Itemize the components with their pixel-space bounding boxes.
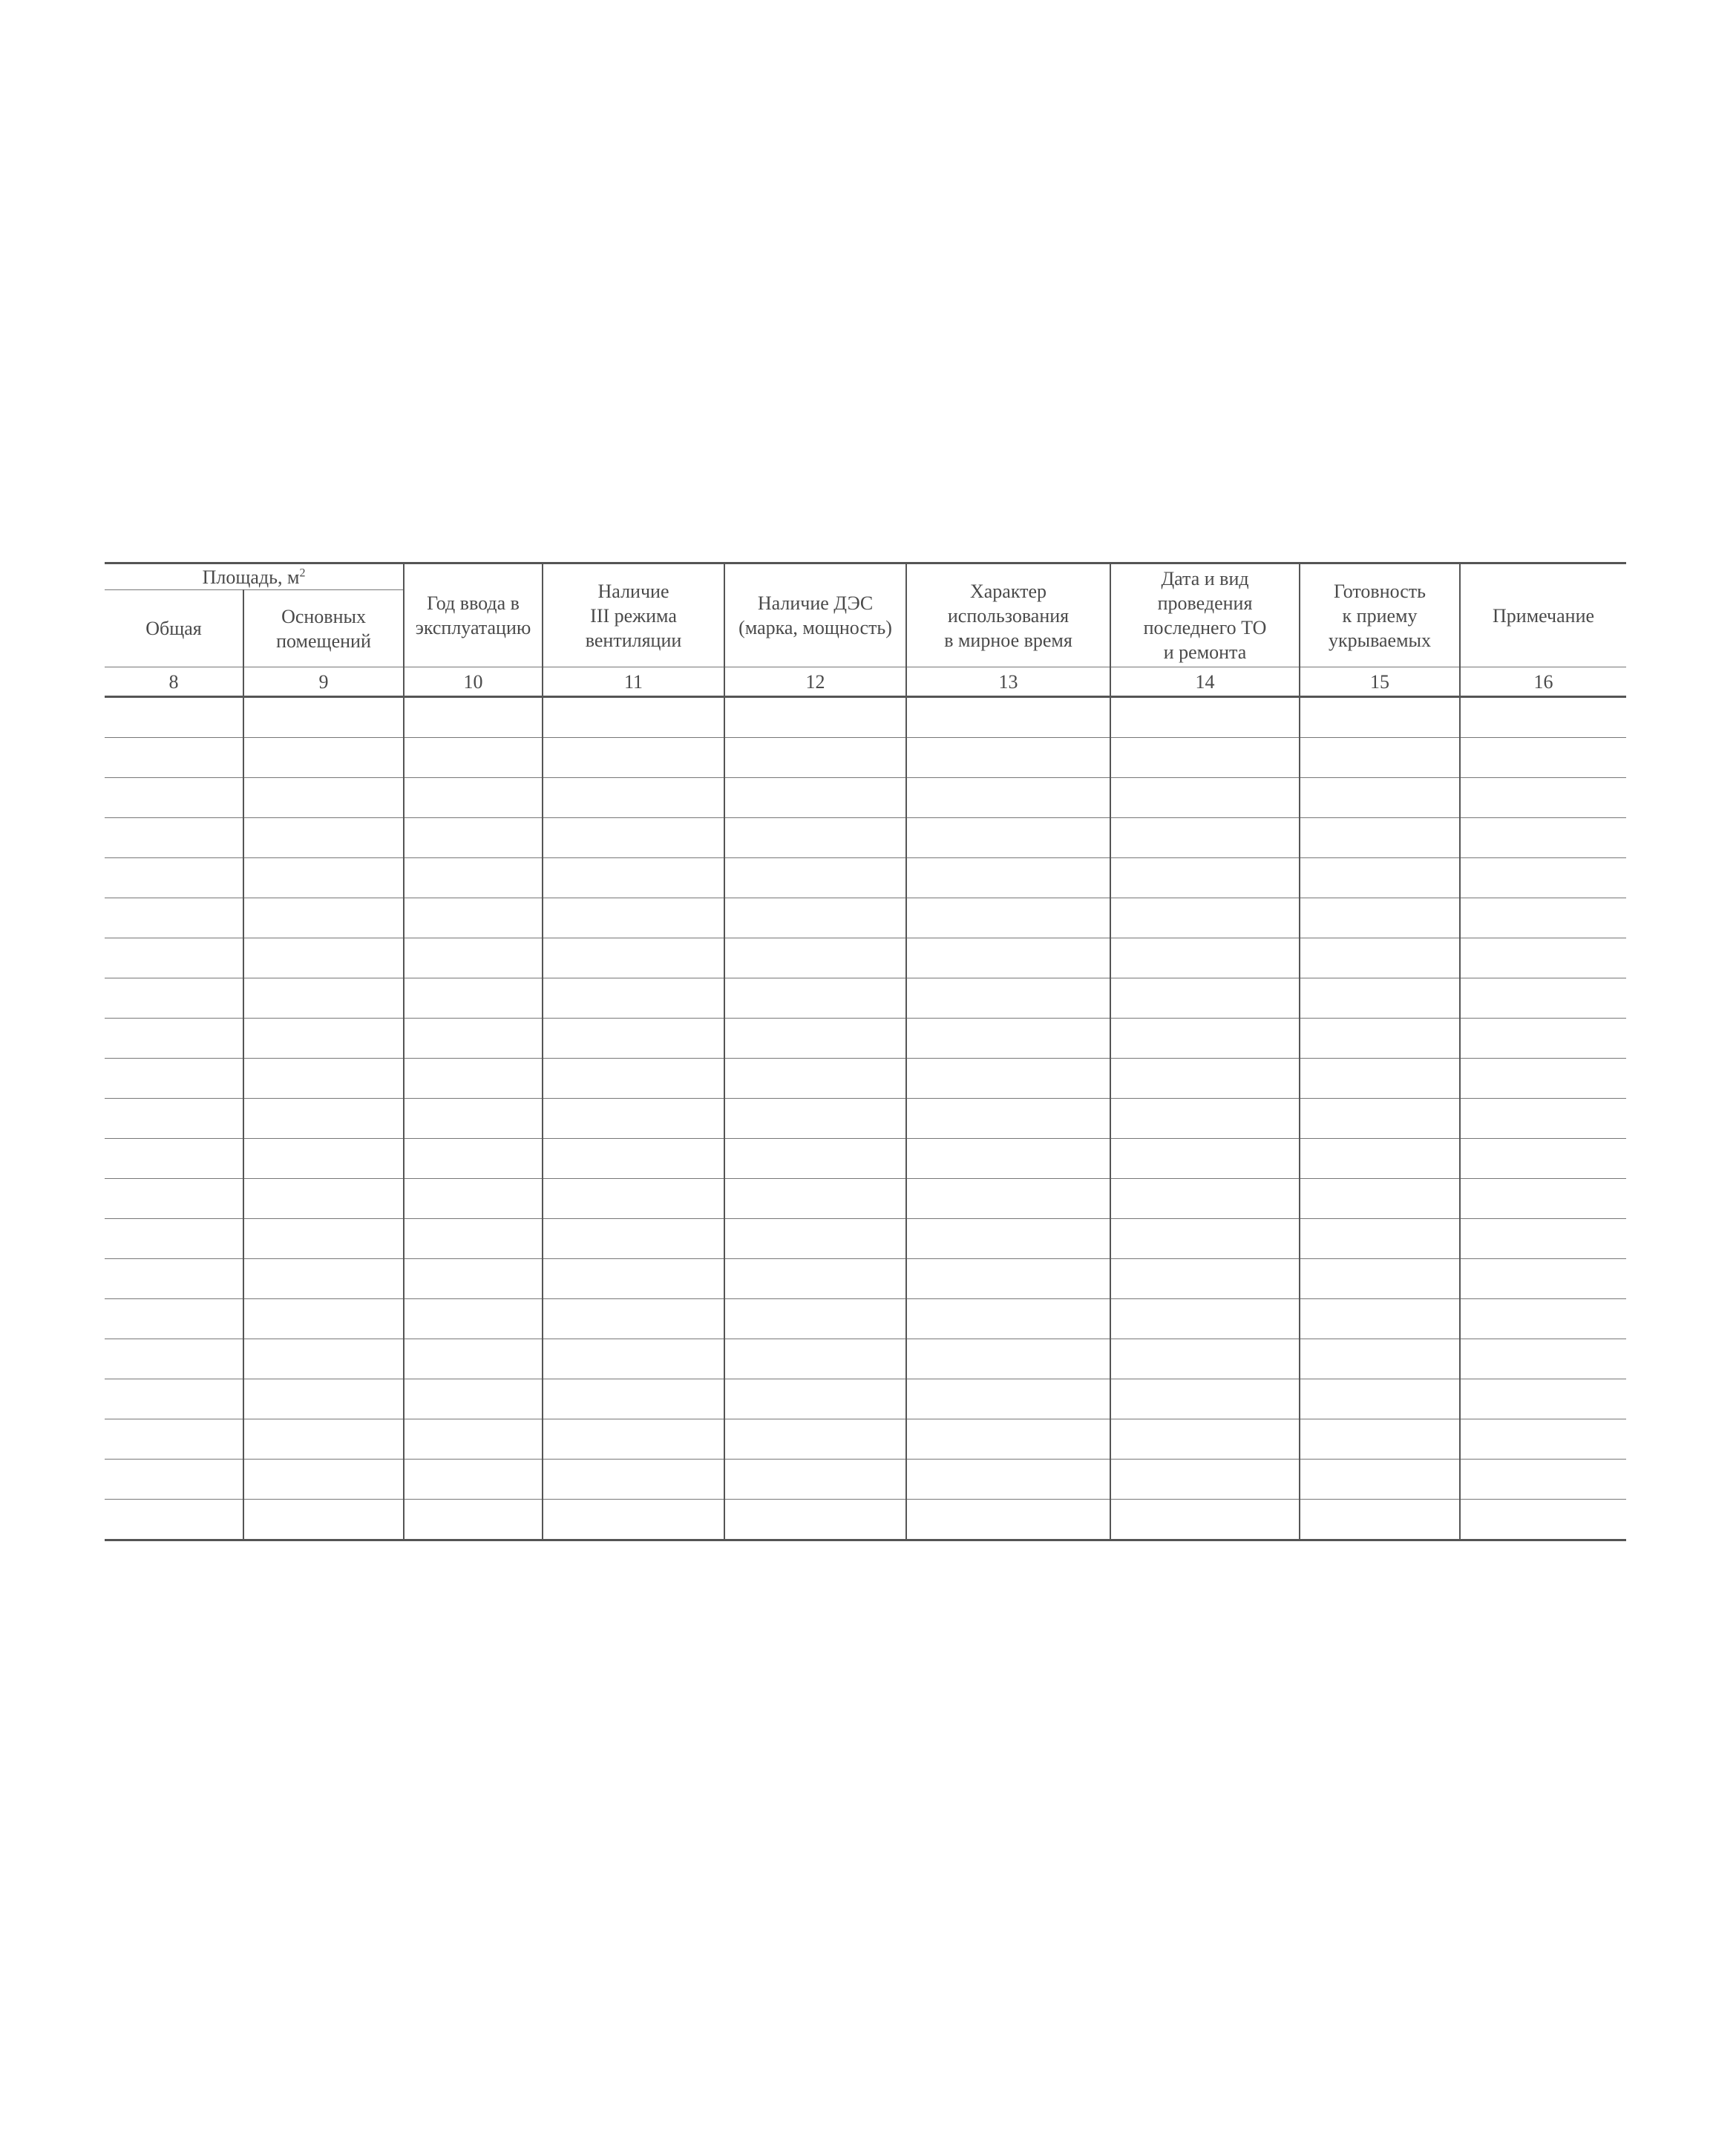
table-cell [543, 1460, 724, 1500]
table-cell [543, 858, 724, 898]
table-cell [243, 1419, 404, 1460]
header-ventilation-mode-label: Наличие III режима вентиляции [585, 580, 682, 651]
table-cell [404, 1379, 543, 1419]
table-row [105, 1299, 1626, 1339]
table-cell [1110, 1099, 1300, 1139]
table-cell [243, 1059, 404, 1099]
table-cell [1460, 1059, 1626, 1099]
table-cell [243, 1179, 404, 1219]
table-row [105, 818, 1626, 858]
table-cell [1460, 1019, 1626, 1059]
table-cell [404, 1339, 543, 1379]
table-cell [1460, 898, 1626, 938]
table-cell [724, 1019, 906, 1059]
table-cell [1300, 1099, 1460, 1139]
table-cell [1460, 1299, 1626, 1339]
table-cell [724, 1419, 906, 1460]
table-cell [906, 938, 1110, 978]
table-cell [1300, 1339, 1460, 1379]
header-commission-year [404, 563, 543, 667]
table-cell [1110, 1379, 1300, 1419]
table-cell [105, 1259, 243, 1299]
table-cell [1110, 1139, 1300, 1179]
table-cell [1300, 978, 1460, 1019]
table-cell [543, 697, 724, 738]
table-cell [1460, 1339, 1626, 1379]
table-cell [906, 1019, 1110, 1059]
table-row [105, 1099, 1626, 1139]
table-cell [1300, 1500, 1460, 1540]
table-cell [404, 978, 543, 1019]
table-cell [1300, 1179, 1460, 1219]
table-cell [1110, 1019, 1300, 1059]
table-cell [105, 1419, 243, 1460]
table-cell [1110, 1219, 1300, 1259]
table-cell [543, 778, 724, 818]
table-cell [906, 818, 1110, 858]
table-cell [906, 1299, 1110, 1339]
table-row [105, 1219, 1626, 1259]
header-commission-year-label: Год ввода в эксплуатацию [415, 592, 531, 638]
header-peacetime-use-label: Характер использования в мирное время [944, 580, 1072, 651]
table-cell [906, 1500, 1110, 1540]
table-cell [105, 1019, 243, 1059]
table-cell [1300, 697, 1460, 738]
table-cell [724, 1179, 906, 1219]
header-area-total-label: Общая [145, 618, 202, 639]
table-cell [105, 1219, 243, 1259]
table-cell [404, 938, 543, 978]
table-cell [1460, 1139, 1626, 1179]
table-cell [543, 938, 724, 978]
table-cell [243, 1500, 404, 1540]
table-cell [1460, 978, 1626, 1019]
table-cell [404, 1419, 543, 1460]
table-cell [1300, 898, 1460, 938]
table-cell [1300, 818, 1460, 858]
column-number-row [105, 667, 1626, 697]
table-row [105, 1460, 1626, 1500]
table-cell [724, 1460, 906, 1500]
table-cell [1110, 778, 1300, 818]
header-readiness [1300, 563, 1460, 667]
table-cell [906, 1059, 1110, 1099]
table-cell [1110, 938, 1300, 978]
table-cell [906, 778, 1110, 818]
table-row [105, 1379, 1626, 1419]
table-row [105, 898, 1626, 938]
table-cell [105, 778, 243, 818]
table-cell [1110, 1500, 1300, 1540]
table-cell [724, 1500, 906, 1540]
table-cell [1110, 858, 1300, 898]
blank-rows [105, 697, 1626, 1540]
header-last-maintenance [1110, 563, 1300, 667]
table-cell [404, 1139, 543, 1179]
table-cell [724, 778, 906, 818]
table-cell [1300, 738, 1460, 778]
table-cell [243, 858, 404, 898]
table-cell [1460, 818, 1626, 858]
table-cell [1110, 1419, 1300, 1460]
table-cell [906, 858, 1110, 898]
table-row [105, 858, 1626, 898]
header-notes [1460, 563, 1626, 667]
header-last-maintenance-label: Дата и вид проведения последнего ТО и ремонта [1143, 568, 1267, 663]
column-number: 8 [105, 667, 243, 697]
table-cell [1300, 778, 1460, 818]
table-cell [1110, 1339, 1300, 1379]
table-cell [543, 1139, 724, 1179]
table-cell [243, 738, 404, 778]
table-cell [1460, 1460, 1626, 1500]
header-area-total [105, 590, 243, 667]
shelter-register-table [105, 562, 1626, 1541]
table-cell [724, 898, 906, 938]
table-cell [243, 818, 404, 858]
table-row [105, 978, 1626, 1019]
header-readiness-label: Готовность к приему укрываемых [1328, 580, 1432, 651]
table-cell [906, 1259, 1110, 1299]
table-cell [906, 978, 1110, 1019]
column-number: 16 [1460, 667, 1626, 697]
table-cell [105, 738, 243, 778]
table-cell [404, 697, 543, 738]
table-cell [724, 818, 906, 858]
table-cell [1110, 978, 1300, 1019]
table-cell [1300, 1419, 1460, 1460]
table-cell [1300, 1019, 1460, 1059]
table-cell [543, 1339, 724, 1379]
table-cell [243, 1019, 404, 1059]
column-number: 14 [1110, 667, 1300, 697]
column-number: 12 [724, 667, 906, 697]
table-cell [105, 1179, 243, 1219]
table-cell [243, 1259, 404, 1299]
table-cell [543, 1379, 724, 1419]
table-cell [243, 898, 404, 938]
header-row-1 [105, 563, 1626, 590]
table-cell [906, 1419, 1110, 1460]
table-cell [1460, 1179, 1626, 1219]
table-cell [724, 1299, 906, 1339]
table-cell [243, 778, 404, 818]
header-notes-label: Примечание [1493, 604, 1595, 627]
table-cell [724, 1059, 906, 1099]
table-cell [404, 1059, 543, 1099]
table-cell [724, 938, 906, 978]
table-cell [243, 1339, 404, 1379]
area-group-label: Площадь, м [202, 566, 300, 588]
table-row [105, 1500, 1626, 1540]
table-cell [105, 1500, 243, 1540]
table-cell [1300, 938, 1460, 978]
table-cell [906, 1460, 1110, 1500]
table-cell [906, 1219, 1110, 1259]
table-cell [105, 938, 243, 978]
table-cell [243, 697, 404, 738]
table-cell [724, 1139, 906, 1179]
table-cell [906, 898, 1110, 938]
table-cell [543, 738, 724, 778]
table-cell [105, 1139, 243, 1179]
header-peacetime-use [906, 563, 1110, 667]
table-cell [1300, 1059, 1460, 1099]
table-cell [1460, 1259, 1626, 1299]
table-cell [1460, 1500, 1626, 1540]
table-row [105, 1339, 1626, 1379]
table-cell [404, 1299, 543, 1339]
column-number: 13 [906, 667, 1110, 697]
table-cell [404, 1219, 543, 1259]
table-cell [404, 1099, 543, 1139]
table-cell [1300, 1259, 1460, 1299]
area-unit-superscript: 2 [299, 566, 306, 579]
table-cell [243, 1379, 404, 1419]
table-cell [543, 1099, 724, 1139]
table-cell [1460, 858, 1626, 898]
table-cell [243, 978, 404, 1019]
table-cell [1300, 1299, 1460, 1339]
table-cell [243, 1460, 404, 1500]
table-cell [404, 1259, 543, 1299]
table-cell [543, 1299, 724, 1339]
table-cell [105, 1379, 243, 1419]
table-cell [1460, 1219, 1626, 1259]
table-cell [543, 1179, 724, 1219]
table-row [105, 1179, 1626, 1219]
table-row [105, 1259, 1626, 1299]
table-cell [1460, 1099, 1626, 1139]
table-cell [404, 858, 543, 898]
header-diesel-station-label: Наличие ДЭС (марка, мощность) [738, 592, 892, 638]
table-cell [1460, 697, 1626, 738]
table-cell [1460, 938, 1626, 978]
table-cell [724, 1339, 906, 1379]
column-number: 9 [243, 667, 404, 697]
table-cell [543, 978, 724, 1019]
column-number: 11 [543, 667, 724, 697]
table-cell [1110, 898, 1300, 938]
table-cell [243, 1099, 404, 1139]
table-cell [724, 1219, 906, 1259]
table-row [105, 1419, 1626, 1460]
table-cell [105, 1339, 243, 1379]
table-cell [404, 1500, 543, 1540]
table-cell [105, 1299, 243, 1339]
table-cell [543, 1019, 724, 1059]
table-cell [105, 1460, 243, 1500]
table-cell [1110, 1259, 1300, 1299]
table-cell [404, 1460, 543, 1500]
table-cell [1460, 1419, 1626, 1460]
table-cell [105, 898, 243, 938]
table-cell [1110, 1179, 1300, 1219]
table-cell [543, 818, 724, 858]
table-cell [105, 858, 243, 898]
table-cell [906, 1099, 1110, 1139]
table-cell [724, 978, 906, 1019]
table-cell [1110, 738, 1300, 778]
table-cell [1300, 1460, 1460, 1500]
table-cell [1300, 1139, 1460, 1179]
table-cell [404, 898, 543, 938]
column-number: 10 [404, 667, 543, 697]
table-cell [543, 1259, 724, 1299]
table-cell [1110, 697, 1300, 738]
table-cell [243, 1299, 404, 1339]
table-cell [543, 1219, 724, 1259]
table-cell [906, 697, 1110, 738]
table-cell [105, 978, 243, 1019]
table-cell [1110, 1059, 1300, 1099]
table-row [105, 1059, 1626, 1099]
table-cell [404, 818, 543, 858]
table-cell [906, 1379, 1110, 1419]
table-cell [724, 1379, 906, 1419]
table-cell [543, 1059, 724, 1099]
table-cell [404, 1179, 543, 1219]
table-cell [1460, 1379, 1626, 1419]
table-row [105, 1139, 1626, 1179]
table-cell [724, 1099, 906, 1139]
table-cell [1300, 1379, 1460, 1419]
area-group-header [105, 563, 404, 590]
table-cell [543, 1419, 724, 1460]
table-cell [1110, 818, 1300, 858]
table-cell [724, 738, 906, 778]
table-cell [404, 738, 543, 778]
table-cell [1110, 1460, 1300, 1500]
table-cell [243, 1219, 404, 1259]
table-cell [543, 898, 724, 938]
table-cell [906, 1339, 1110, 1379]
table-cell [105, 818, 243, 858]
header-diesel-station [724, 563, 906, 667]
table-cell [1460, 738, 1626, 778]
table-cell [724, 1259, 906, 1299]
column-number: 15 [1300, 667, 1460, 697]
table-cell [724, 697, 906, 738]
table-cell [243, 1139, 404, 1179]
table-cell [1300, 1219, 1460, 1259]
table-cell [404, 1019, 543, 1059]
table-cell [243, 938, 404, 978]
table-cell [404, 778, 543, 818]
table-cell [1460, 778, 1626, 818]
table-row [105, 697, 1626, 738]
table-row [105, 778, 1626, 818]
table-cell [105, 1059, 243, 1099]
table-cell [1110, 1299, 1300, 1339]
table-cell [1300, 858, 1460, 898]
header-area-main-rooms-label: Основных помещений [276, 605, 371, 652]
table-row [105, 1019, 1626, 1059]
header-ventilation-mode [543, 563, 724, 667]
table-cell [105, 1099, 243, 1139]
table-row [105, 738, 1626, 778]
table-cell [724, 858, 906, 898]
table-cell [105, 697, 243, 738]
table-row [105, 938, 1626, 978]
table-cell [543, 1500, 724, 1540]
header-area-main-rooms [243, 590, 404, 667]
table-cell [906, 1179, 1110, 1219]
table-cell [906, 1139, 1110, 1179]
table-cell [906, 738, 1110, 778]
